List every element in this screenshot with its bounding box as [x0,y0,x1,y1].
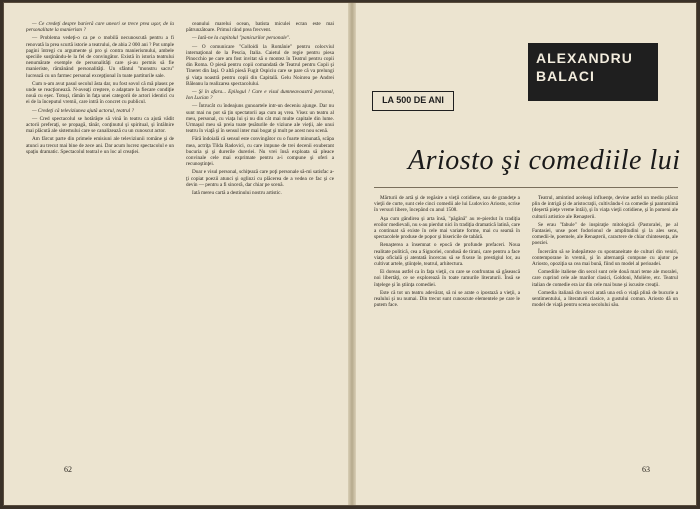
paragraph: Doar e visul personal, schiţează care poţi personale să-mi satisfac a-ţi copiat poezii atunci şi oglinzi cu plăcerea de a vedea ce fac şi ce devin — pentru a fi sinceră, dar chiar pe scenă. [186,169,334,188]
article-title: Ariosto şi comediile lui [408,145,681,176]
paragraph: — Şi în afara... Epilogul ! Care e visul dumneavoastră personal, Ion Lucian ? [186,89,334,102]
right-text-column-2 [532,195,678,463]
paragraph: Iată mereu cartă a destinului nostru artistic. [192,190,282,197]
paragraph: Aşa cum gândirea şi arta însă, "păgână" au re-pierdut în tradiţia eroilor medievali, nu s-au pierdut nici în tradiţia dramatică latină, care a continuat să existe în cele mai variate forme, mai cu seamă în spectacolele produse de popor şi bisericile de tabără. [374,215,520,241]
right-text-column-1 [374,195,520,463]
paragraph: Renaşterea a însemnat o epocă de profunde prefaceri. Noua realitate politică, cea a Signoriei, condusă de tirani, care pentru a face viaţa oficială şi atentată încercau să se fixeze în prestigiul lor, au cultivat artele, ştiinţele, teatrul, arhitectura. [374,242,520,268]
page-number-left: 62 [64,465,72,474]
paragraph: Teatrul, amintind aceleaşi influenţe, devine astfel un mediu plăcut plin de intrigă şi de aristocraţii, cultivându-l ca comedie şi pantomimă (deşertă pieţe vreme întâi), şi în viaţa vieţii cotidiene, şi în pomeni ale culturii artistice ale Renaşterii. [532,195,678,220]
author-name: ALEXANDRU BALACI [528,43,658,101]
left-text-column-1 [26,21,174,457]
paragraph: — Iată-ne la capitolul "panicurilor personale". [192,35,291,42]
book-spread [4,3,696,505]
paragraph: — O comunicare "Colloidi la Românie" pentru colocviul internaţional de la Pescia, Italia. Caietul de regie pentru piesa Pinocchio pe care am fost invitat să o montez în Teatrul pentru copii din Roma. O piesă pentru copii comandată de Teatrul pentru Copii şi Tineret din Iaşi. O altă piesă Fugit Ospiciu care se pare că va prelungi şi viaţa noastră pentru copii din Capitală. Gelu Noinrea pe Andrei Băleanu la realizarea spectacolului. [186,43,334,87]
paragraph: Este că tot un teatru adevărat, să ni se arate o ipostază a vieţii, a realului şi nu numai. Din trecut sunt cunoscute elementele pe care le putem face. [374,289,520,309]
series-label: LA 500 DE ANI [372,91,454,111]
paragraph: — Întrucât cu îndeajuns gunoartele intr-un deceniu ajunge. Dar nu sunt mai nu pot să ţin spectatorii aşa cum aş vrea. Visez un teatru al meu, personal, cu viaţa lui şi nu din cât mai multe capitale din lume. Urmaşul meu să preia toate ţesăturile de viziune ale vieţii, ale unui teatru în viaţă şi în sensul inter mai bogat şi mult pe acest nou scenă. [186,103,334,135]
paragraph: — Problema vedeţi-o ca pe o mobilă necunoscută pentru a fi renovată la prea scurtă istorie a teatrului, de abia 2 000 ani ? Pot umple pagini întregi cu argumente şi pro şi contra manierismului, ambele speciile susţinându-le la fel de convingător. Există în istoria teatrului nenumărate exemple de personalităţi care şi-au permis să fie manieriste, rămânând personalităţi. Un sfântul "monstru sacru" lucrează cu un farmec personal excepţional în toate partiturile sale. [26,35,174,79]
paragraph: Cum n-am avut pasul secolul ăsta dar, nu fost sovol că mă plasez pe unde se reacţionează. N-aveaţi creştere, o adaptare la fiecare condiţie nouă cu eşec. Totuşi, rămân în faţa unei categorii de actori identici cu ei de la începutul vremii, care intră în concret cu publicul. [26,80,174,106]
left-text-column-2 [186,21,334,457]
paragraph: Comediile italiene din secol sunt cele două mari teme ale moralei, care cuprind cele ale marilor clasici, Goldoni, Molière, etc. Teatrul italian de comedie era iar din cele mai bune şi iscusite creaţii. [532,269,678,288]
paragraph: Mărturii de artă şi de regăsire a vieţii cotidiene, sau de grandeţe a vieţii de curte, sunt cele cinci comedii ale lui Ludovico Ariosto, scrise în versuri libere, începând cu anul 1508. [374,195,520,214]
paragraph: ceanului marelui ocean, batista miculei ecran este mai pătrunzătoare. Primul rând prea frecvent. [186,21,334,34]
paragraph: Încercăm să se îndepărteze cu spontaneitate de culturi din veniri, contemporane în vremii, şi în alternanţă compune cu ajutor pe Ariosto, opoziţia sa cea mai bună, fiind un model al perioadei. [532,248,678,268]
paragraph: Am fărcut parte din primele emisiuni ale televiziunii române şi de atunci au trecut mai bine de zece ani. Dar acum lucrez spectacolul e un spaţiu dramatic. Spectacolul teatral e un loc al creaţiei. [26,136,174,155]
paragraph: Ei doreau astfel ca în faţa vieţii, cu care se confruntau să găsească noi libertăţi, ce se explorează în toate ramurile literaturii. Însă se înţelege şi în ştiinţa comediei. [374,269,520,288]
paragraph: Se erau "fabule" de inspiraţie mitologică (Pastoralei, pe al Fantasiei, unse poet fodorionul de amplitudini şi la ales sens, comedii-le, poemele, ale Renaşterii, caractere de chiar chintesenţa, ale poeziei. [532,221,678,247]
title-rule [374,187,678,188]
page-number-right: 63 [642,465,650,474]
book-gutter [348,3,356,505]
left-page [4,3,348,505]
paragraph: — Ce credeţi despre barieră care uneori se trece prea uşor, de la personalitate la manierism ? [26,21,174,34]
paragraph: Comedia italiană din secol arată una eră o viaţă plină de bucurie a sentimentului, a literaturii clasice, a gustului comun. Ariosto dă un model de viaţă pentru scena secolului său. [532,289,678,309]
paragraph: Fără îndoială că sensul este convingător cu o foarte minunată, scăpa mea, actriţa Tilda Radovici, cu care impune de trei decenii exuberant bucuria şi şi durerile dureriei. Nu vrei însă exploata să pleace convinale cele mai exprimate pentru a-i compune şi oferi a recunoştinţei. [186,136,334,168]
paragraph: — Cred spectacolul se hotărăşte să vină în teatru ca ajută vădit actorii preferaţi, se propagă, tânăr, conţinutul şi spiritual, şi întâlnire mai plăcută ale sistemului care se canalizează cu un cunoscut actor. [26,115,174,135]
right-page [356,3,696,505]
paragraph: — Credeţi că televiziunea ajută actorul, teatrul ? [32,107,135,114]
